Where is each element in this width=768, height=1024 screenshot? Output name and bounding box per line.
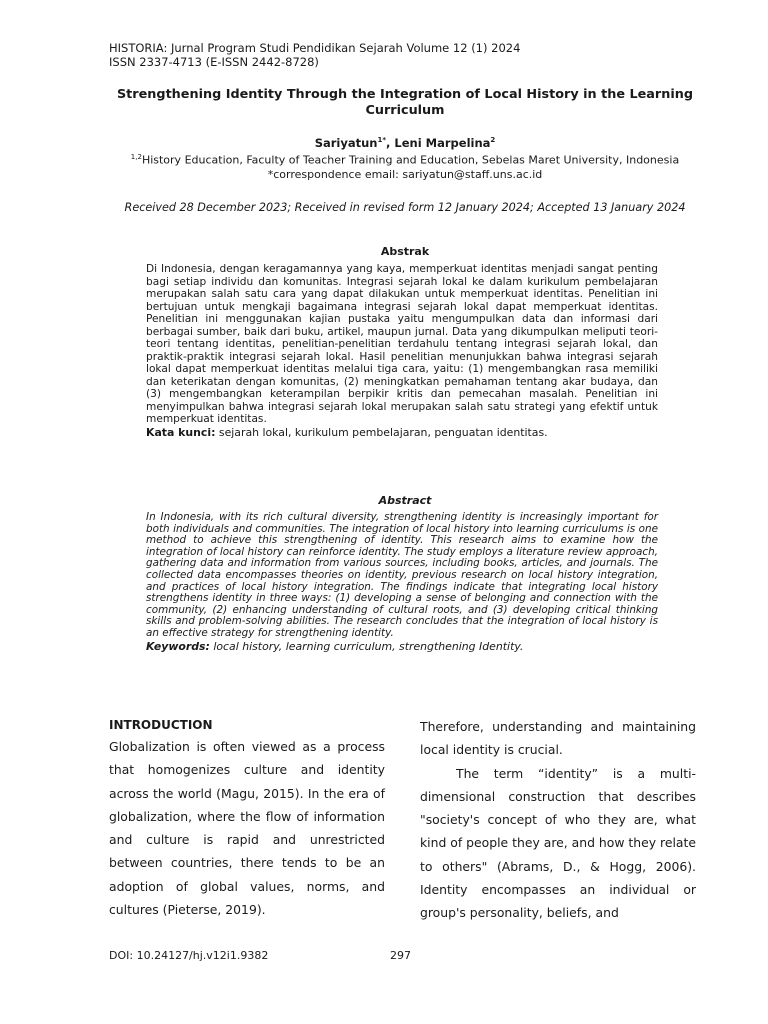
abstract-heading: Abstract [378,494,432,507]
body-column-right [420,715,696,925]
abstract-keywords-text: local history, learning curriculum, strengthening Identity. [209,639,524,653]
author-2-sup: 2 [490,136,496,145]
author-2: Leni Marpelina [394,136,491,150]
abstract-section [146,512,658,652]
paper-title: Strengthening Identity Through the Integration of Local History in the Learning Curriculum [116,87,694,118]
body-column-left [109,715,385,921]
journal-header [109,41,520,69]
author-1-sup: 1* [377,136,387,145]
abstrak-body: Di Indonesia, dengan keragamannya yang kaya, memperkuat identitas menjadi sangat penting bagi setiap individu dan komunitas. Integrasi sejarah lokal ke dalam kurikulum pembelajaran merupakan salah satu cara yang dapat dilakukan untuk memperkuat identitas. Penelitian ini bertujuan untuk mengkaji bagaimana integrasi sejarah lokal dapat memperkuat identitas. Penelitian ini menggunakan kajian pustaka yaitu mengumpulkan data dan informasi dari berbagai sumber, baik dari buku, artikel, maupun jurnal. Data yang dikumpulkan meliputi teori-teori tentang identitas, penelitian-penelitian terdahulu tentang integrasi sejarah lokal, dan praktik-praktik integrasi sejarah lokal. Hasil penelitian menunjukkan bahwa integrasi sejarah lokal dapat memperkuat identitas melalui tiga cara, yaitu: (1) mengembangkan rasa memiliki dan keterikatan dengan komunitas, (2) meningkatkan pemahaman tentang akar budaya, dan (3) mengembangkan keterampilan berpikir kritis dan pemecahan masalah. Penelitian ini menyimpulkan bahwa integrasi sejarah lokal merupakan salah satu strategi yang efektif untuk memperkuat identitas. [146,263,658,425]
affiliation-sup: 1,2 [130,153,142,161]
page-number: 297 [390,949,411,962]
abstrak-keywords-label: Kata kunci: [146,425,216,439]
submission-dates: Received 28 December 2023; Received in revised form 12 January 2024; Accepted 13 January 2024 [124,201,686,214]
author-line [110,136,700,150]
abstract-body: In Indonesia, with its rich cultural diversity, strengthening identity is increasingly important for both individuals and communities. The integration of local history into learning curriculums is one method to achieve this strengthening of identity. This research aims to examine how the integration of local history can reinforce identity. The study employs a literature review approach, gathering data and information from various sources, including books, articles, and journals. The collected data encompasses theories on identity, previous research on local history integration, and practices of local history integration. The findings indicate that integrating local history strengthens identity in three ways: (1) developing a sense of belonging and connection with the community, (2) enhancing understanding of cultural roots, and (3) developing critical thinking skills and problem-solving abilities. The research concludes that the integration of local history is an effective strategy for strengthening identity. [146,511,658,639]
abstrak-keywords-text: sejarah lokal, kurikulum pembelajaran, penguatan identitas. [215,425,548,439]
introduction-heading: INTRODUCTION [109,718,213,732]
author-1: Sariyatun [314,136,378,150]
abstrak-section [146,263,658,439]
correspondence-email: *correspondence email: sariyatun@staff.uns.ac.id [267,167,543,181]
abstrak-keywords [146,427,658,440]
abstract-keywords [146,641,658,653]
doi: DOI: 10.24127/hj.v12i1.9382 [109,949,269,962]
affiliation [100,150,710,182]
introduction-paragraph-1: Globalization is often viewed as a process that homogenizes culture and identity across the world (Magu, 2015). In the era of globalization, where the flow of information and culture is rapid and unrestricted between countries, there tends to be an adoption of global values, norms, and cultures (Pieterse, 2019). [109,739,385,918]
journal-line: HISTORIA: Jurnal Program Studi Pendidikan Sejarah Volume 12 (1) 2024 [109,41,521,55]
abstrak-heading: Abstrak [380,245,430,258]
introduction-paragraph-2: The term “identity” is a multi-dimensional construction that describes "society's concept of who they are, what kind of people they are, and how they relate to others" (Abrams, D., & Hogg, 2006). Identity encompasses an individual or group's personality, beliefs, and [420,765,696,921]
affiliation-text: History Education, Faculty of Teacher Training and Education, Sebelas Maret University, Indonesia [141,153,680,167]
issn-line: ISSN 2337-4713 (E-ISSN 2442-8728) [109,55,319,69]
author-separator: , [386,136,395,150]
introduction-paragraph-continued: Therefore, understanding and maintaining local identity is crucial. [420,719,696,758]
abstract-keywords-label: Keywords: [146,639,210,653]
